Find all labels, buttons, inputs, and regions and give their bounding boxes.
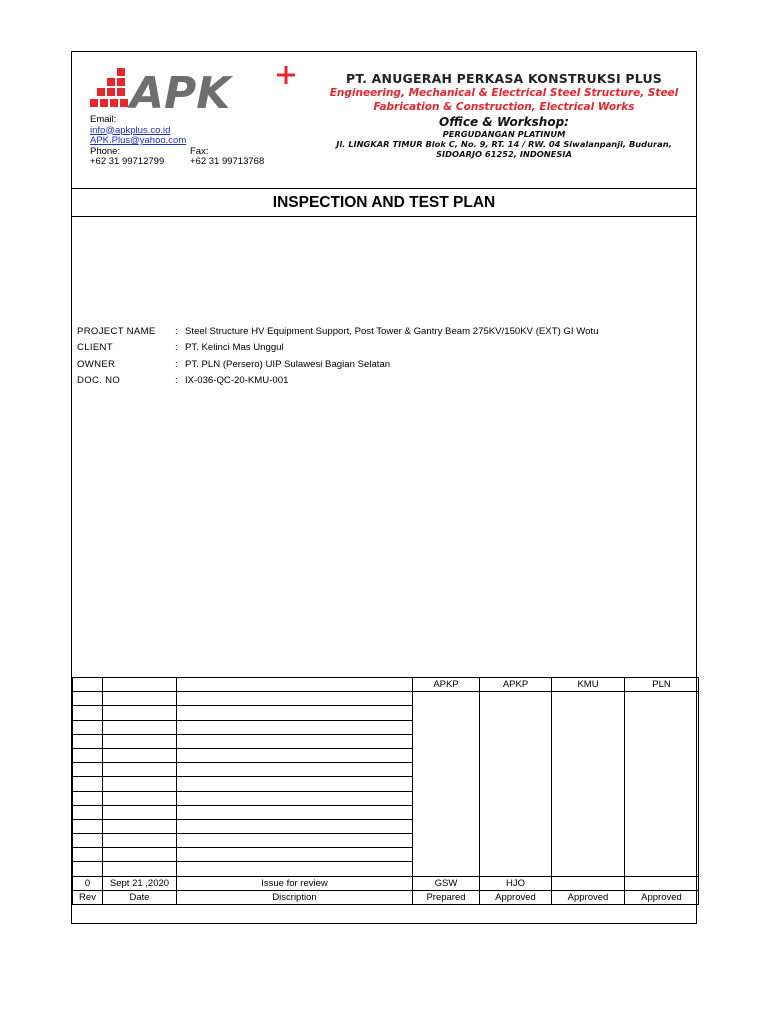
signature-area (552, 692, 625, 876)
signature-area (480, 692, 552, 876)
signature-area (625, 692, 699, 876)
revision-table (72, 677, 699, 905)
signatory-2: APKP (480, 678, 552, 692)
company-info (320, 71, 688, 159)
email-link-info[interactable]: info@apkplus.co.id (90, 124, 171, 136)
prepared-header: Prepared (413, 890, 480, 904)
field-separator: : (175, 326, 178, 337)
company-tagline-1: Engineering, Mechanical & Electrical Steel Structure, Steel (329, 87, 679, 99)
description-header: Discription (177, 890, 413, 904)
approved-cell: HJO (480, 876, 552, 890)
document-title: INSPECTION AND TEST PLAN (72, 189, 696, 217)
logo-wordmark: APK (130, 68, 231, 118)
empty-revision-row (73, 692, 699, 706)
project-info (77, 324, 598, 389)
field-separator: : (175, 374, 178, 386)
field-value-owner: PT. PLN (Persero) UIP Sulawesi Bagian Selatan (185, 358, 391, 370)
date-cell: Sept 21 ,2020 (103, 876, 177, 890)
signatory-1: APKP (413, 678, 480, 692)
field-separator: : (175, 342, 178, 354)
field-label-owner: OWNER (77, 358, 116, 370)
company-header (72, 52, 696, 189)
address-line-1: Jl. LINGKAR TIMUR Blok C, No. 9, RT. 14 / RW. 04 Siwalanpanji, Buduran, (336, 139, 672, 149)
phone-number: +62 31 99712799 (90, 156, 165, 167)
field-row (77, 373, 598, 389)
field-value-project-name: Steel Structure HV Equipment Support, Post Tower & Gantry Beam 275KV/150KV (EXT) GI Wotu (185, 326, 599, 337)
company-tagline-2: Fabrication & Construction, Electrical Works (373, 101, 635, 113)
rev-header: Rev (73, 890, 103, 904)
signature-area (413, 692, 480, 876)
company-name: PT. ANUGERAH PERKASA KONSTRUKSI PLUS (345, 71, 663, 86)
field-label-project-name: PROJECT NAME (77, 326, 156, 337)
approved-header: Approved (480, 890, 552, 904)
date-header: Date (103, 890, 177, 904)
signatory-4: PLN (625, 678, 699, 692)
revision-footer-row (73, 890, 699, 904)
approved-header: Approved (625, 890, 699, 904)
office-name: PERGUDANGAN PLATINUM (442, 129, 566, 139)
description-cell: Issue for review (177, 876, 413, 890)
email-link-yahoo[interactable]: APK.Plus@yahoo.com (90, 135, 187, 146)
signatory-3: KMU (552, 678, 625, 692)
fax-number: +62 31 99713768 (190, 156, 265, 167)
contact-block (90, 115, 264, 168)
field-value-doc-no: IX-036-QC-20-KMU-001 (185, 374, 289, 386)
field-value-client: PT. Kelinci Mas Unggul (185, 342, 284, 354)
fax-label: Fax: (190, 145, 209, 157)
field-row (77, 324, 598, 340)
field-row (77, 340, 598, 356)
approved-cell (625, 876, 699, 890)
email-label: Email: (90, 114, 117, 125)
field-label-doc-no: DOC. NO (77, 374, 121, 386)
phone-label: Phone: (90, 145, 121, 157)
field-row (77, 357, 598, 373)
office-heading: Office & Workshop: (439, 115, 569, 129)
company-logo (90, 66, 305, 118)
approved-cell (552, 876, 625, 890)
field-label-client: CLIENT (77, 342, 113, 354)
revision-entry-row (73, 876, 699, 890)
field-separator: : (175, 358, 178, 370)
approved-header: Approved (552, 890, 625, 904)
prepared-cell: GSW (413, 876, 480, 890)
signatory-header-row (73, 678, 699, 692)
rev-cell: 0 (73, 876, 103, 890)
address-line-2: SIDOARJO 61252, INDONESIA (436, 149, 572, 159)
